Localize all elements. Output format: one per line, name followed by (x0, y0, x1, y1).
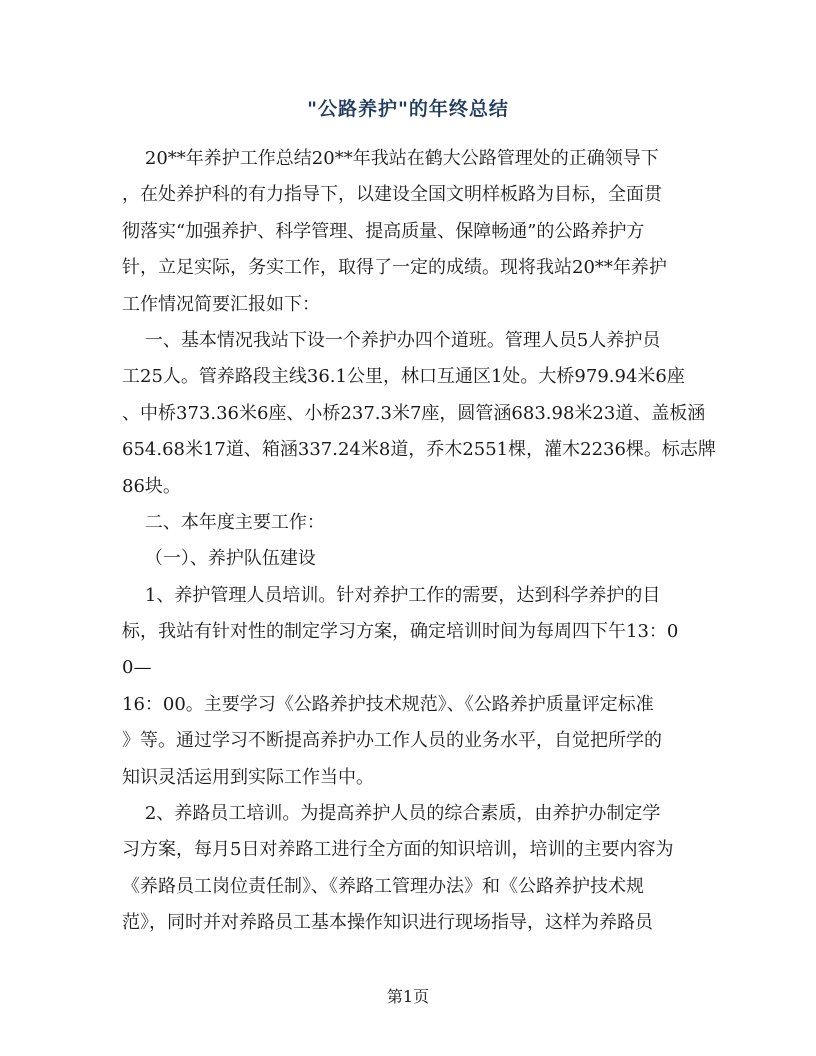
body-line: 习方案，每月5日对养路工进行全方面的知识培训，培训的主要内容为 (122, 839, 674, 861)
document-body (122, 141, 716, 942)
body-line: （一）、养护队伍建设 (122, 548, 316, 570)
body-line: 86块。 (122, 475, 181, 497)
body-line: 针，立足实际，务实工作，取得了一定的成绩。现将我站20**年养护 (122, 257, 667, 279)
body-line: 标，我站有针对性的制定学习方案，确定培训时间为每周四下午13：0 (122, 621, 679, 643)
body-line: 二、本年度主要工作： (122, 511, 325, 533)
body-line: 、中桥373.36米6座、小桥237.3米7座，圆管涵683.98米23道、盖板涵 (122, 402, 706, 424)
body-line: 1、养护管理人员培训。针对养护工作的需要，达到科学养护的目 (122, 584, 661, 606)
document-title: "公路养护"的年终总结 (307, 98, 509, 120)
body-line: 一、基本情况我站下设一个养护办四个道班。管理人员5人养护员 (122, 329, 661, 351)
body-line: 2、养路员工培训。为提高养护人员的综合素质，由养护办制定学 (122, 803, 661, 825)
body-line: 工作情况简要汇报如下： (122, 293, 320, 315)
body-line: 《养路员工岗位责任制》、《养路工管理办法》和《公路养护技术规 (122, 875, 644, 897)
body-line: 20**年养护工作总结20**年我站在鹤大公路管理处的正确领导下 (122, 148, 659, 169)
body-line: 工25人。管养路段主线36.1公里，林口互通区1处。大桥979.94米6座 (122, 366, 685, 388)
body-line: 654.68米17道、箱涵337.24米8道，乔木2551棵，灌木2236棵。标志牌 (122, 439, 716, 461)
body-line: 16：00。主要学习《公路养护技术规范》、《公路养护质量评定标准 (122, 693, 654, 715)
page-number: 第1页 (386, 987, 430, 1006)
body-line: 范》，同时并对养路员工基本操作知识进行现场指导，这样为养路员 (122, 912, 653, 934)
body-line: ，在处养护科的有力指导下，以建设全国文明样板路为目标，全面贯 (122, 184, 662, 206)
body-line: 0— (122, 657, 152, 679)
body-line: 知识灵活运用到实际工作当中。 (122, 766, 374, 788)
body-line: 》等。通过学习不断提高养护办工作人员的业务水平，自觉把所学的 (122, 730, 662, 752)
body-line: 彻落实“加强养护、科学管理、提高质量、保障畅通”的公路养护方 (122, 220, 645, 242)
